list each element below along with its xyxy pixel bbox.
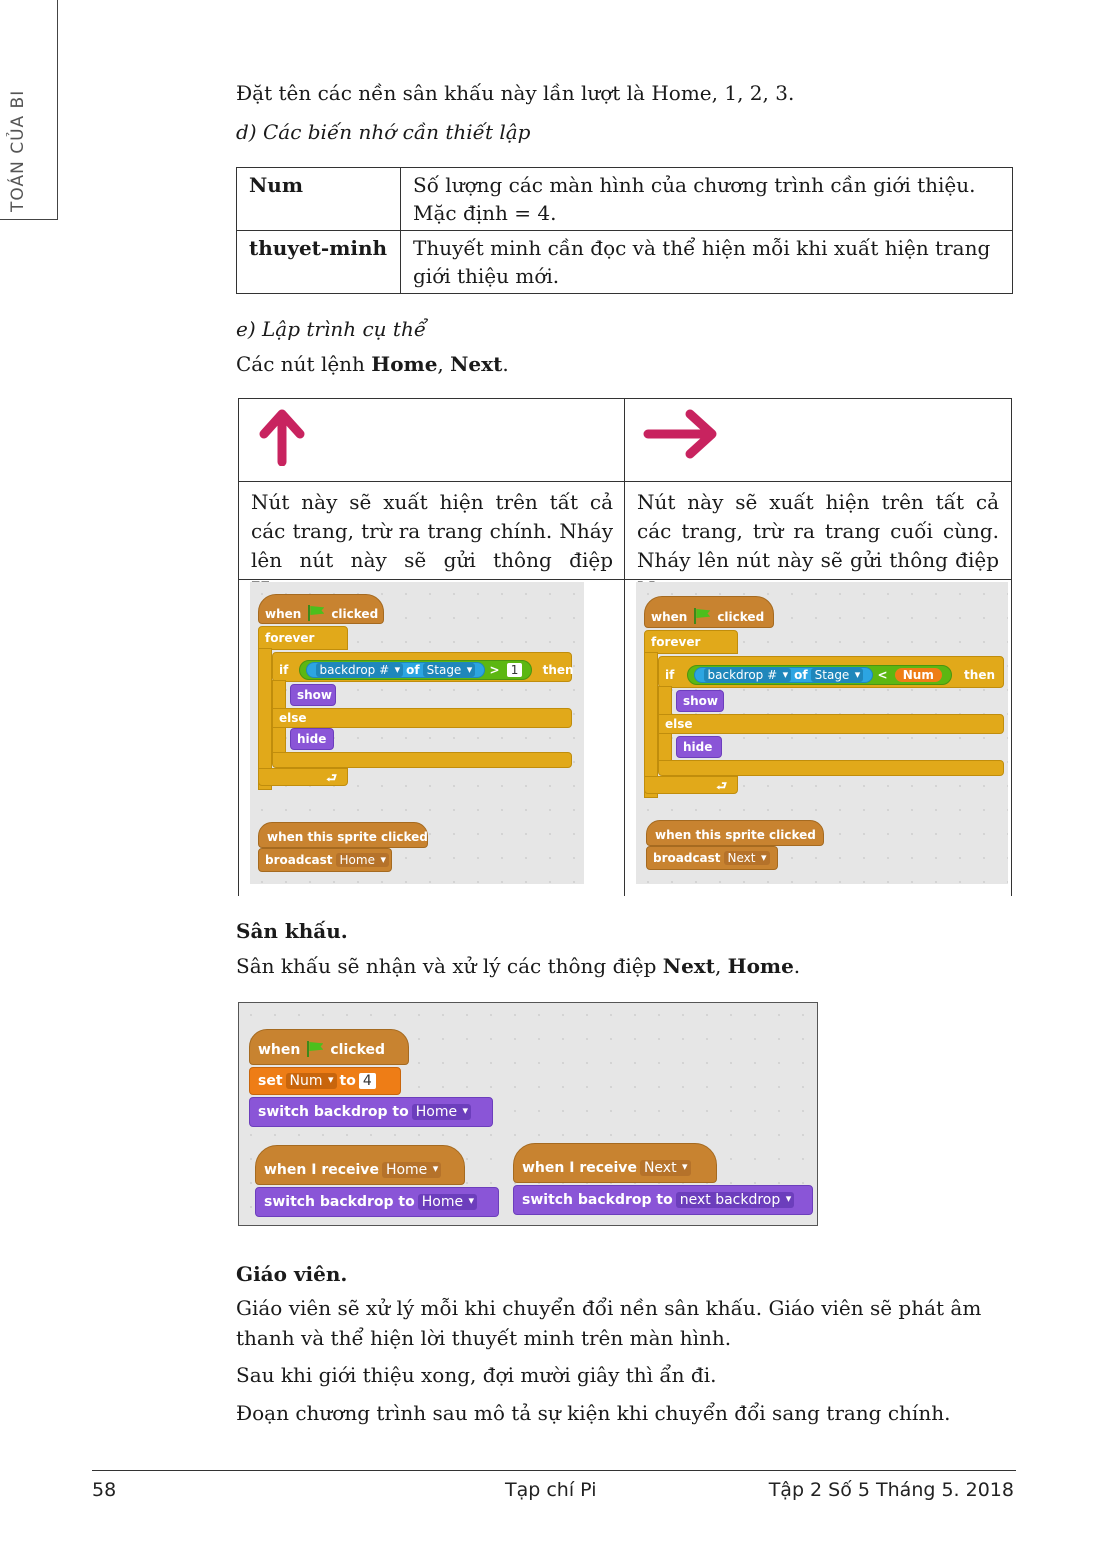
right-arrow-icon — [640, 402, 726, 464]
teacher-paragraph-1: Giáo viên sẽ xử lý mỗi khi chuyển đổi nền sân khấu. Giáo viên sẽ phát âm thanh và thể hiện lời thuyết minh trên màn hình. — [236, 1296, 982, 1350]
table-row — [237, 168, 1013, 231]
else-block: else — [272, 708, 572, 728]
teacher-paragraph-2: Sau khi giới thiệu xong, đợi mười giây thì ẩn đi. — [236, 1363, 717, 1387]
variable-name: Num — [237, 168, 401, 231]
magazine-name: Tạp chí Pi — [505, 1479, 597, 1501]
show-block: show — [676, 690, 724, 712]
variable-name: thuyet-minh — [237, 231, 401, 294]
footer-divider — [92, 1470, 1016, 1471]
show-block: show — [290, 684, 336, 706]
when-flag-clicked-block: when clicked — [249, 1029, 409, 1065]
variable-desc: Số lượng các màn hình của chương trình cần giới thiệu. Mặc định = 4. — [401, 168, 1013, 231]
hide-block: hide — [676, 736, 722, 758]
home-script-area — [250, 582, 584, 884]
backdrop-of-stage-block: backdrop # ▾ of Stage ▾ — [694, 667, 874, 683]
switch-backdrop-home-block: switch backdrop to Home ▾ — [255, 1187, 499, 1217]
stage-heading: Sân khấu. — [236, 919, 348, 943]
compare-block: backdrop # ▾ of Stage ▾ < Num — [687, 665, 952, 685]
when-flag-clicked-block: when clicked — [644, 596, 774, 628]
when-flag-clicked-block: when clicked — [258, 594, 384, 624]
when-sprite-clicked-block: when this sprite clicked — [258, 822, 428, 848]
broadcast-block: broadcast Home ▾ — [258, 848, 392, 872]
hide-block: hide — [290, 728, 334, 750]
switch-backdrop-block: switch backdrop to Home ▾ — [249, 1097, 493, 1127]
next-button-description: Nút này sẽ xuất hiện trên tất cả các trang, trừ ra trang cuối cùng. Nháy lên nút này sẽ gửi thông điệp — [637, 490, 999, 572]
num-variable: Num — [895, 668, 942, 682]
forever-end: ⮐ — [644, 776, 738, 794]
variable-desc: Thuyết minh cần đọc và thể hiện mỗi khi xuất hiện trang giới thiệu mới. — [401, 231, 1013, 294]
teacher-paragraph-3: Đoạn chương trình sau mô tả sự kiện khi chuyển đổi sang trang chính. — [236, 1401, 951, 1425]
switch-next-backdrop-block: switch backdrop to next backdrop ▾ — [513, 1185, 813, 1215]
if-block: if backdrop # ▾ of Stage ▾ < Num then — [658, 656, 1004, 688]
buttons-table — [238, 398, 1012, 896]
green-flag-icon — [306, 1041, 324, 1057]
stage-script-area — [238, 1002, 818, 1226]
forever-end: ⮐ — [258, 768, 348, 786]
side-tab-label: TOÁN CỦA BI — [8, 89, 28, 212]
issue-info: Tập 2 Số 5 Tháng 5. 2018 — [768, 1479, 1014, 1501]
set-variable-block: set Num ▾ to 4 — [249, 1067, 401, 1095]
when-receive-home-block: when I receive Home ▾ — [255, 1145, 465, 1185]
when-sprite-clicked-block: when this sprite clicked — [646, 820, 824, 846]
forever-block: forever — [644, 630, 738, 654]
forever-block: forever — [258, 626, 348, 650]
next-script-area — [636, 582, 1008, 884]
if-block: if backdrop # ▾ of Stage ▾ > 1 then — [272, 652, 572, 682]
stage-text: Sân khấu sẽ nhận và xử lý các thông điệp Next, Home. — [236, 954, 801, 978]
if-end — [272, 752, 572, 768]
backdrop-of-stage-block: backdrop # ▾ of Stage ▾ — [306, 662, 486, 678]
section-e-heading: e) Lập trình cụ thể — [236, 317, 427, 341]
buttons-intro: Các nút lệnh Home, Next. — [236, 352, 509, 376]
intro-text: Đặt tên các nền sân khấu này lần lượt là Home, 1, 2, 3. — [236, 81, 795, 105]
if-end — [658, 760, 1004, 776]
side-tab — [0, 0, 58, 220]
broadcast-block: broadcast Next ▾ — [646, 846, 778, 870]
section-d-heading: d) Các biến nhớ cần thiết lập — [236, 120, 531, 144]
up-arrow-icon — [252, 402, 312, 466]
green-flag-icon — [307, 605, 325, 621]
home-button-description: Nút này sẽ xuất hiện trên tất cả các trang, trừ ra trang chính. Nháy lên nút này sẽ gửi thông điệp — [251, 490, 613, 572]
teacher-heading: Giáo viên. — [236, 1262, 348, 1286]
table-row — [237, 231, 1013, 294]
else-block: else — [658, 714, 1004, 734]
compare-block: backdrop # ▾ of Stage ▾ > 1 — [299, 660, 533, 680]
green-flag-icon — [693, 608, 711, 624]
page-number: 58 — [92, 1479, 117, 1501]
when-receive-next-block: when I receive Next ▾ — [513, 1143, 717, 1183]
variables-table — [236, 167, 1013, 294]
